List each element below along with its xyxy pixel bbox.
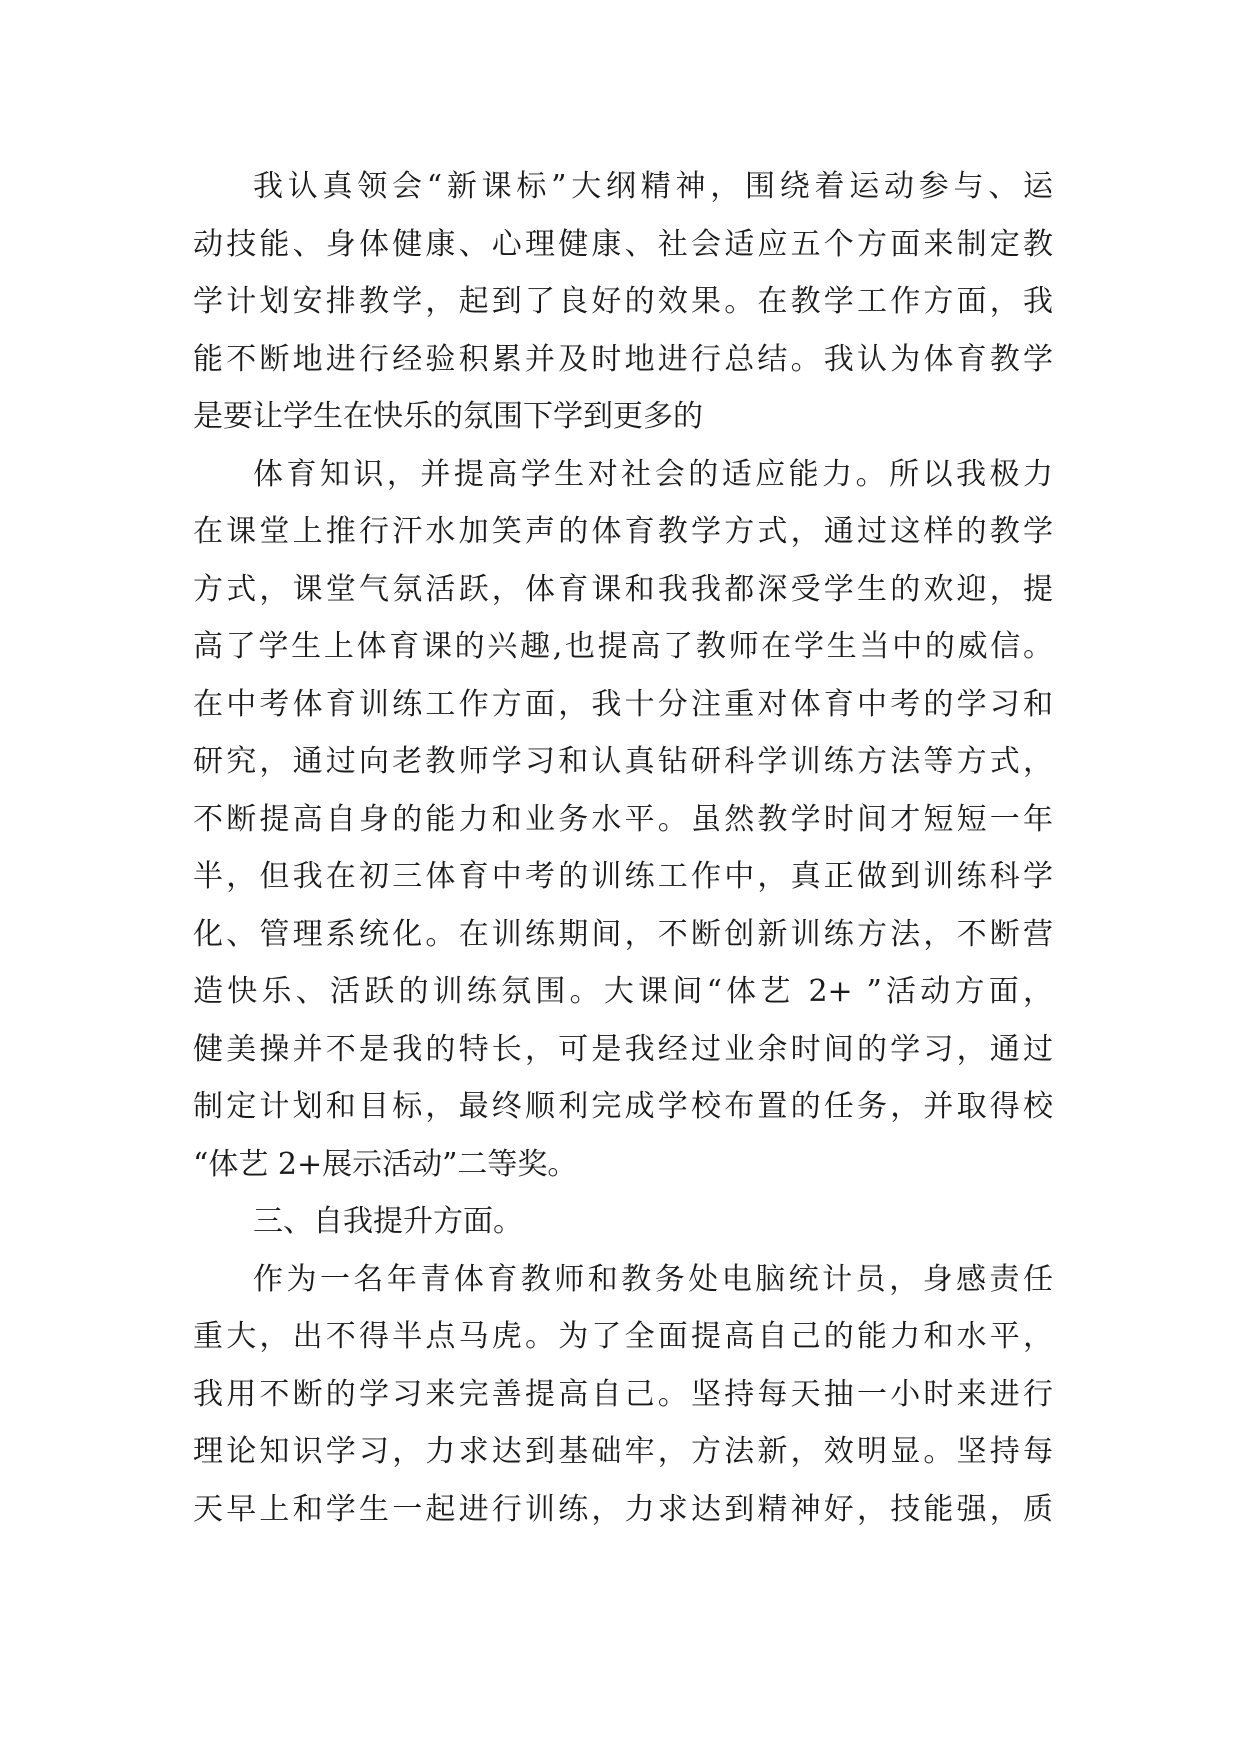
text-line: 半，但我在初三体育中考的训练工作中，真正做到训练科学 [193,859,1053,894]
text-line: 重大，出不得半点马虎。为了全面提高自己的能力和水平， [193,1319,1053,1354]
text-line: 化、管理系统化。在训练期间，不断创新训练方法，不断营 [193,916,1053,952]
section-heading [193,1193,1053,1251]
document-body [193,158,1053,1538]
text-line: 体育知识，并提高学生对社会的适应能力。所以我极力 [253,456,1053,492]
paragraph-pe-teaching [193,446,1053,1194]
text-line: 在中考体育训练工作方面，我十分注重对体育中考的学习和 [193,686,1053,722]
paragraph-self-improvement [193,1251,1053,1539]
text-line: 动技能、身体健康、心理健康、社会适应五个方面来制定教 [193,226,1053,262]
text-line: 能不断地进行经验积累并及时地进行总结。我认为体育教学 [193,341,1053,377]
text-line: 作为一名年青体育教师和教务处电脑统计员，身感责任 [253,1261,1053,1297]
text-line: 学计划安排教学，起到了良好的效果。在教学工作方面，我 [193,284,1053,319]
text-line: 方式，课堂气氛活跃，体育课和我我都深受学生的欢迎，提 [193,571,1053,607]
text-line: 健美操并不是我的特长，可是我经过业余时间的学习，通过 [193,1031,1053,1067]
text-line: 造快乐、活跃的训练氛围。大课间“体艺 2+ ”活动方面， [193,974,1053,1009]
text-line: 天早上和学生一起进行训练，力求达到精神好，技能强，质 [193,1491,1053,1527]
text-line: 在课堂上推行汗水加笑声的体育教学方式，通过这样的教学 [193,514,1053,549]
text-line: 制定计划和目标，最终顺利完成学校布置的任务，并取得校 [193,1089,1053,1124]
text-line: 高了学生上体育课的兴趣,也提高了教师在学生当中的威信。 [193,629,1053,664]
text-line: 不断提高自身的能力和业务水平。虽然教学时间才短短一年 [193,801,1053,837]
text-line: 我用不断的学习来完善提高自己。坚持每天抽一小时来进行 [193,1376,1053,1412]
text-line: 是要让学生在快乐的氛围下学到更多的 [193,399,703,434]
text-line: 研究，通过向老教师学习和认真钻研科学训练方法等方式， [193,744,1053,779]
paragraph-teaching-plan [193,158,1053,446]
text-line: 我认真领会“新课标”大纲精神，围绕着运动参与、运 [253,169,1053,204]
heading-self-improvement: 三、自我提升方面。 [253,1204,523,1239]
text-line: “体艺 2+展示活动”二等奖。 [193,1146,578,1182]
text-line: 理论知识学习，力求达到基础牢，方法新，效明显。坚持每 [193,1434,1053,1469]
